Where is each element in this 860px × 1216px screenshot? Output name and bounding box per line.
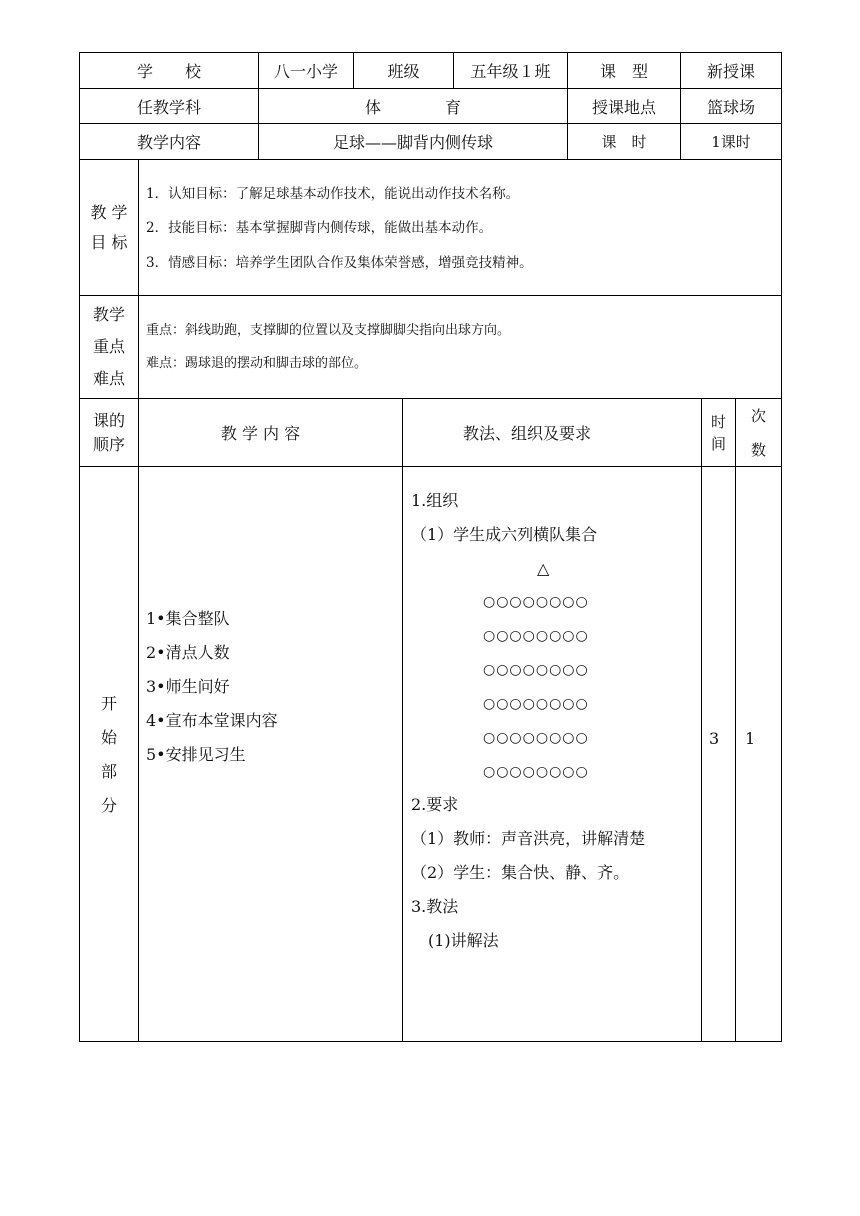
req-item-student: （2）学生：集合快、静、齐。 [411,863,630,882]
formation-row: ○○○○○○○○ [483,628,589,644]
section-count: 1 [745,729,756,748]
keypoint-key: 重点：斜线助跑，支撑脚的位置以及支撑脚脚尖指向出球方向。 [146,323,511,338]
keypoints-label-line3: 难点 [92,369,125,388]
col-divider-time [735,398,736,1041]
type-label: 课 型 [599,62,648,81]
time-header-line1: 时 [710,412,726,431]
border-right [781,52,782,1042]
formation-row: ○○○○○○○○ [483,696,589,712]
subject-label: 任教学科 [136,97,201,117]
formation-row: ○○○○○○○○ [483,730,589,746]
school-label: 学 校 [136,62,201,81]
section-name-char-1: 开 [100,694,117,713]
method-title: 3.教法 [411,897,459,916]
objectives-label [80,160,138,295]
row-divider-6 [79,466,782,467]
formation-row: ○○○○○○○○ [483,662,589,678]
method-header: 教法、组织及要求 [462,424,591,443]
border-bottom [79,1041,782,1042]
time-header-line2: 间 [710,434,726,453]
type-value: 新授课 [706,62,755,81]
order-header [80,399,138,466]
section-name-char-4: 分 [100,796,117,815]
keypoints-label-line1: 教学 [92,305,125,324]
subject-value: 体 育 [364,97,461,117]
content-item-1: 1•集合整队 [146,609,230,628]
count-header-line2: 数 [750,440,766,459]
count-header-line1: 次 [750,406,766,425]
col-divider-method [701,398,702,1041]
content-header: 教 学 内 容 [220,424,301,443]
content-item-5: 5•安排见习生 [146,745,246,764]
col-divider-label [138,159,139,1041]
objectives-label-line1: 教 学 [90,202,128,222]
hours-label: 课 时 [601,133,647,151]
content-item-2: 2•清点人数 [146,643,230,662]
section-name [80,687,138,823]
place-label: 授课地点 [591,97,656,117]
keypoints-label-line2: 重点 [92,337,125,356]
formation-row: ○○○○○○○○ [483,764,589,780]
class-label: 班级 [387,62,420,81]
objective-item-3: 3．情感目标：培养学生团队合作及集体荣誉感，增强竞技精神。 [146,255,533,271]
req-title: 2.要求 [411,795,459,814]
school-value: 八一小学 [273,62,338,81]
objective-item-2: 2．技能目标：基本掌握脚背内侧传球，能做出基本动作。 [146,220,493,236]
keypoint-difficult: 难点：踢球退的摆动和脚击球的部位。 [146,356,368,371]
section-name-char-3: 部 [100,762,117,781]
org-title: 1.组织 [411,491,459,510]
section-name-char-2: 始 [100,728,117,747]
content-label: 教学内容 [136,133,201,152]
method-item: (1)讲解法 [428,931,499,950]
objectives-label-line2: 目 标 [90,232,128,252]
content-item-3: 3•师生问好 [146,677,230,696]
formation-row: ○○○○○○○○ [483,594,589,610]
content-item-4: 4•宣布本堂课内容 [146,711,278,730]
teacher-symbol: △ [537,559,550,578]
order-header-line1: 课的 [92,410,125,430]
class-value: 五年级１班 [470,62,551,81]
section-time: 3 [709,729,720,748]
col-divider-content [402,398,403,1041]
count-header [736,399,781,466]
place-value: 篮球场 [706,97,755,117]
time-header [702,399,735,466]
order-header-line2: 顺序 [92,434,125,454]
row-divider-4 [79,295,782,296]
keypoints-label [80,296,138,398]
content-value: 足球——脚背内侧传球 [332,133,493,152]
objective-item-1: 1．认知目标：了解足球基本动作技术，能说出动作技术名称。 [146,186,520,202]
org-item: （1）学生成六列横队集合 [411,525,598,544]
hours-value: 1课时 [711,133,751,151]
row-divider-3 [79,159,782,160]
req-item-teacher: （1）教师：声音洪亮，讲解清楚 [411,829,646,848]
